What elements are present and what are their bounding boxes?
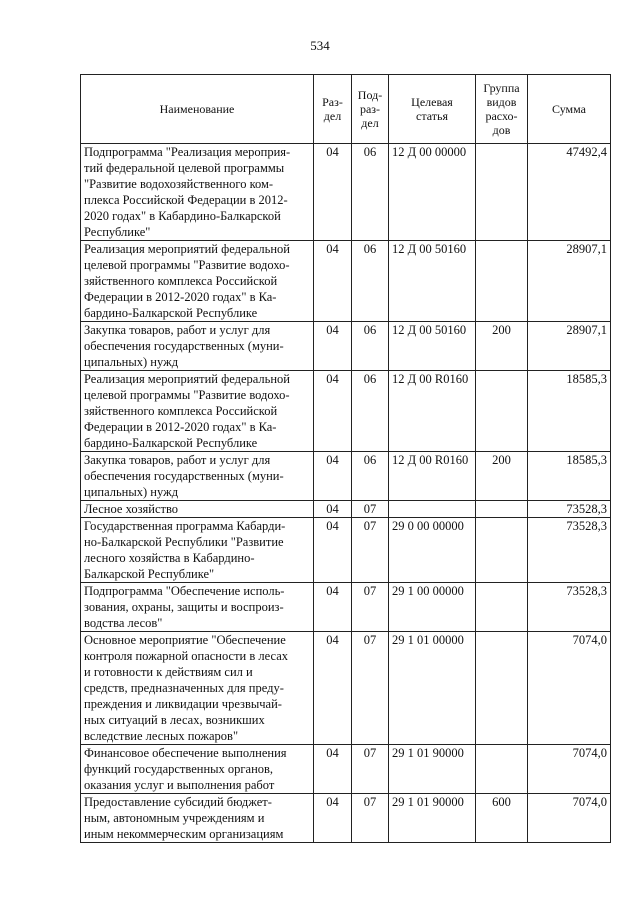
table-body <box>81 144 611 843</box>
header-section: Раз- дел <box>314 75 352 144</box>
cell-name: Закупка товаров, работ и услуг для обеспечения государственных (муни- ципальных) нужд <box>81 322 314 371</box>
cell-section: 04 <box>314 371 352 452</box>
cell-group <box>476 144 528 241</box>
cell-article: 29 0 00 00000 <box>389 518 476 583</box>
cell-sum: 7074,0 <box>528 794 611 843</box>
cell-article: 29 1 01 90000 <box>389 745 476 794</box>
cell-name: Финансовое обеспечение выполнения функций государственных органов, оказания услуг и выполнения работ <box>81 745 314 794</box>
cell-group: 200 <box>476 452 528 501</box>
cell-section: 04 <box>314 241 352 322</box>
cell-subsection: 06 <box>352 322 389 371</box>
cell-section: 04 <box>314 632 352 745</box>
cell-subsection: 06 <box>352 144 389 241</box>
cell-subsection: 07 <box>352 518 389 583</box>
table-row <box>81 583 611 632</box>
cell-article: 12 Д 00 50160 <box>389 241 476 322</box>
cell-sum: 7074,0 <box>528 745 611 794</box>
cell-sum: 18585,3 <box>528 371 611 452</box>
header-sum: Сумма <box>528 75 611 144</box>
cell-section: 04 <box>314 745 352 794</box>
table-row <box>81 518 611 583</box>
cell-name: Подпрограмма "Реализация мероприя- тий федеральной целевой программы "Развитие водохозяйственного ком- плекса Российской Федерации в 2012- 2020 годах" в Кабардино-Балкарской Республике" <box>81 144 314 241</box>
table-row <box>81 241 611 322</box>
cell-subsection: 07 <box>352 501 389 518</box>
cell-group: 200 <box>476 322 528 371</box>
cell-sum: 28907,1 <box>528 322 611 371</box>
cell-section: 04 <box>314 322 352 371</box>
cell-subsection: 07 <box>352 745 389 794</box>
cell-name: Государственная программа Кабарди- но-Балкарской Республики "Развитие лесного хозяйства в Кабардино- Балкарской Республике" <box>81 518 314 583</box>
cell-subsection: 07 <box>352 794 389 843</box>
cell-name: Лесное хозяйство <box>81 501 314 518</box>
cell-section: 04 <box>314 452 352 501</box>
cell-group <box>476 501 528 518</box>
cell-section: 04 <box>314 794 352 843</box>
cell-article <box>389 501 476 518</box>
cell-group <box>476 371 528 452</box>
header-subsection: Под- раз- дел <box>352 75 389 144</box>
cell-sum: 18585,3 <box>528 452 611 501</box>
cell-name: Реализация мероприятий федеральной целевой программы "Развитие водохо- зяйственного комплекса Российской Федерации в 2012-2020 годах" в Ка- бардино-Балкарской Республике <box>81 371 314 452</box>
cell-group <box>476 241 528 322</box>
cell-group: 600 <box>476 794 528 843</box>
cell-article: 12 Д 00 00000 <box>389 144 476 241</box>
cell-group <box>476 583 528 632</box>
table-header-row <box>81 75 611 144</box>
cell-article: 29 1 00 00000 <box>389 583 476 632</box>
page-number: 534 <box>310 38 330 53</box>
cell-article: 29 1 01 00000 <box>389 632 476 745</box>
cell-sum: 73528,3 <box>528 583 611 632</box>
table-row <box>81 144 611 241</box>
cell-article: 12 Д 00 R0160 <box>389 371 476 452</box>
cell-subsection: 06 <box>352 452 389 501</box>
cell-sum: 47492,4 <box>528 144 611 241</box>
cell-article: 29 1 01 90000 <box>389 794 476 843</box>
cell-article: 12 Д 00 R0160 <box>389 452 476 501</box>
cell-name: Предоставление субсидий бюджет- ным, автономным учреждениям и иным некоммерческим организациям <box>81 794 314 843</box>
cell-group <box>476 745 528 794</box>
cell-sum: 28907,1 <box>528 241 611 322</box>
cell-subsection: 06 <box>352 371 389 452</box>
header-group: Группа видов расхо- дов <box>476 75 528 144</box>
cell-name: Основное мероприятие "Обеспечение контроля пожарной опасности в лесах и готовности к действиям сил и средств, предназначенных для преду- преждения и ликвидации чрезвычай- ных ситуаций в лесах, возникших вследствие лесных пожаров" <box>81 632 314 745</box>
cell-subsection: 06 <box>352 241 389 322</box>
cell-article: 12 Д 00 50160 <box>389 322 476 371</box>
table-row <box>81 745 611 794</box>
header-article: Целевая статья <box>389 75 476 144</box>
cell-subsection: 07 <box>352 583 389 632</box>
table-row <box>81 632 611 745</box>
table-row <box>81 452 611 501</box>
cell-sum: 73528,3 <box>528 501 611 518</box>
header-name: Наименование <box>81 75 314 144</box>
cell-name: Реализация мероприятий федеральной целевой программы "Развитие водохо- зяйственного комплекса Российской Федерации в 2012-2020 годах" в Ка- бардино-Балкарской Республике <box>81 241 314 322</box>
cell-name: Подпрограмма "Обеспечение исполь- зования, охраны, защиты и воспроиз- водства лесов" <box>81 583 314 632</box>
cell-sum: 73528,3 <box>528 518 611 583</box>
table-row <box>81 322 611 371</box>
cell-section: 04 <box>314 144 352 241</box>
cell-sum: 7074,0 <box>528 632 611 745</box>
table-row <box>81 501 611 518</box>
cell-section: 04 <box>314 501 352 518</box>
cell-group <box>476 632 528 745</box>
cell-subsection: 07 <box>352 632 389 745</box>
cell-section: 04 <box>314 518 352 583</box>
cell-name: Закупка товаров, работ и услуг для обеспечения государственных (муни- ципальных) нужд <box>81 452 314 501</box>
budget-table <box>80 74 611 843</box>
cell-group <box>476 518 528 583</box>
cell-section: 04 <box>314 583 352 632</box>
table-row <box>81 794 611 843</box>
table-row <box>81 371 611 452</box>
